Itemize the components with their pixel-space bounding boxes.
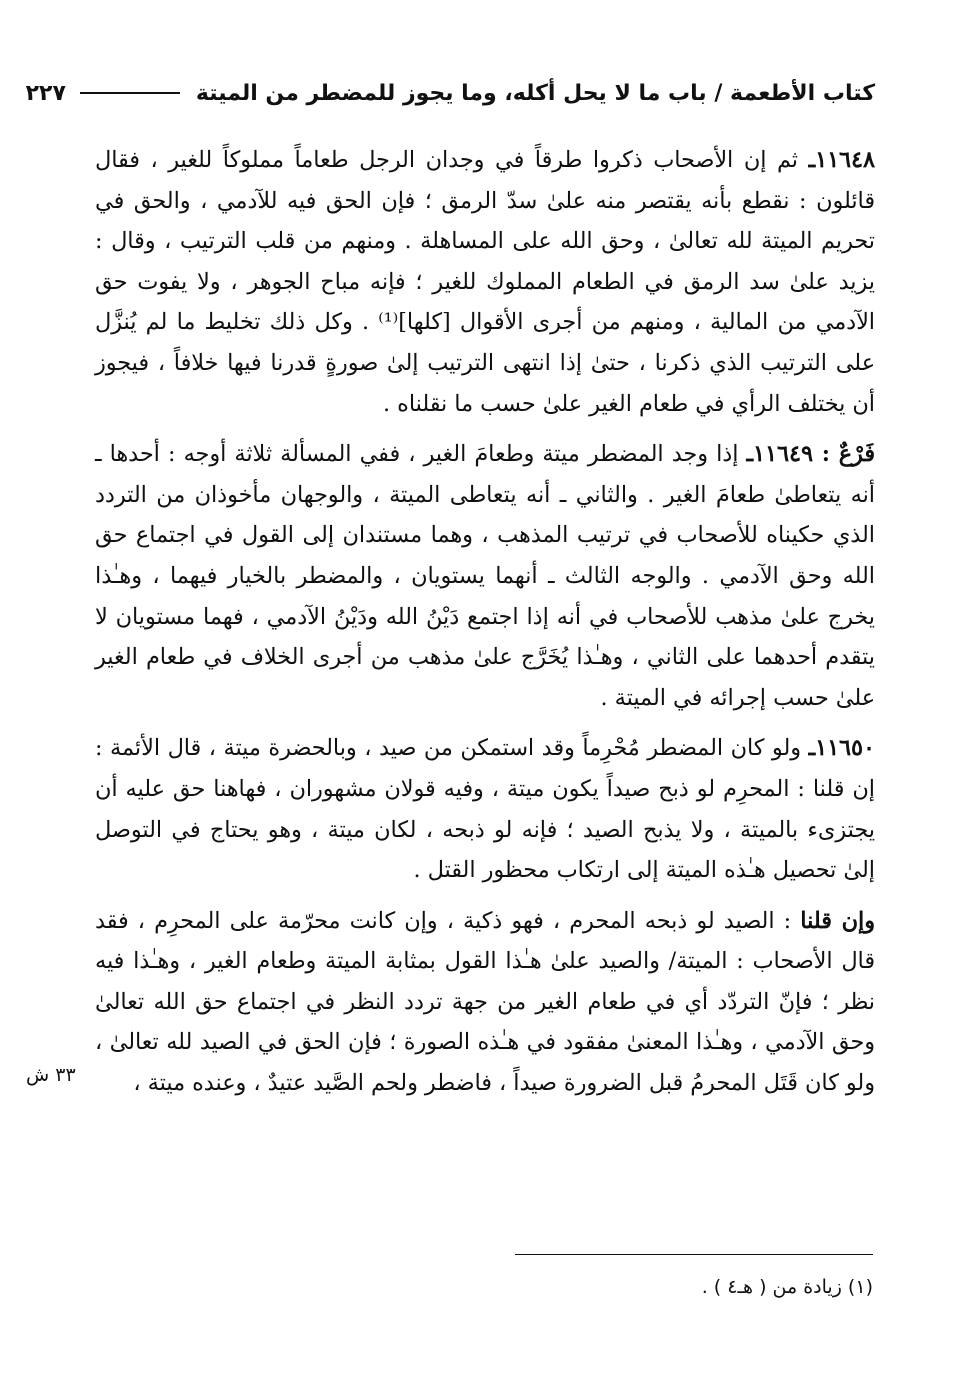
header-title: كتاب الأطعمة / باب ما لا يحل أكله، وما يجوز للمضطر من الميتة: [195, 80, 875, 106]
header-rule: [80, 92, 180, 94]
paragraph-text: إذا وجد المضطر ميتة وطعامَ الغير ، ففي المسألة ثلاثة أوجه : أحدها ـ أنه يتعاطىٰ طعامَ الغير . والثاني ـ أنه يتعاطى الميتة ، والوجهان مأخوذان من التردد الذي حكيناه للأصحاب في ترتيب المذهب ، وهما مستندان إلى القول في اجتماع حق الله وحق الآدمي . والوجه الثالث ـ أنهما يستويان ، والمضطر بالخيار فيهما ، وهـٰذا يخرج علىٰ مذهب للأصحاب في أنه إذا اجتمع دَيْنُ الله ودَيْنُ الآدمي ، فهما مستويان لا يتقدم أحدهما على الثاني ، وهـٰذا يُخَرَّج علىٰ مذهب من أجرى الخلاف في طعام الغير علىٰ حسب إجرائه في الميتة .: [95, 441, 875, 711]
paragraph-11648: [95, 140, 875, 424]
paragraph-lead: وإن قلنا: [800, 907, 875, 934]
footnote: (١) زيادة من ( هـ٤ ) .: [701, 1276, 873, 1298]
paragraph-11650: [95, 728, 875, 890]
paragraph-text: ولو كان المضطر مُحْرِماً وقد استمكن من صيد ، وبالحضرة ميتة ، قال الأئمة : إن قلنا : المحرِم لو ذبح صيداً يكون ميتة ، وفيه قولان مشهوران ، فهاهنا حق عليه أن يجتزىء بالميتة ، ولا يذبح الصيد ؛ فإنه لو ذبحه ، لكان ميتة ، وهو يحتاج في التوصل إلىٰ تحصيل هـٰذه الميتة إلى ارتكاب محظور القتل .: [95, 735, 875, 884]
paragraph-11649: [95, 434, 875, 718]
manuscript-margin-note: ٣٣ ش: [26, 1064, 76, 1086]
paragraph-number: فَرْعٌ : ١١٦٤٩ـ: [746, 441, 875, 468]
paragraph-number: ١١٦٤٨ـ: [808, 147, 875, 173]
page-number: ٢٢٧: [25, 80, 66, 106]
running-header: [25, 68, 875, 118]
main-text: [95, 140, 875, 1114]
paragraph-text: ثم إن الأصحاب ذكروا طرقاً في وجدان الرجل طعاماً مملوكاً للغير ، فقال قائلون : نقطع بأنه يقتصر منه علىٰ سدّ الرمق ؛ فإن الحق فيه للآدمي ، والحق في تحريم الميتة لله تعالىٰ ، وحق الله على المساهلة . ومنهم من قلب الترتيب ، وقال : يزيد علىٰ سد الرمق في الطعام المملوك للغير ؛ فإنه مباح الجوهر ، ولا يفوت حق الآدمي من المالية ، ومنهم من أجرى الأقوال [كلها]⁽¹⁾ . وكل ذلك تخليط ما لم يُنزَّل على الترتيب الذي ذكرنا ، حتىٰ إذا انتهى الترتيب إلىٰ صورةٍ قدرنا فيها خلافاً ، فيجوز أن يختلف الرأي في طعام الغير علىٰ حسب ما نقلناه .: [95, 147, 875, 417]
footnote-rule: [515, 1254, 873, 1255]
paragraph-text: : الصيد لو ذبحه المحرم ، فهو ذكية ، وإن كانت محرّمة على المحرِم ، فقد قال الأصحاب : الميتة/ والصيد علىٰ هـٰذا القول بمثابة الميتة وطعام الغير ، وهـٰذا فيه نظر ؛ فإنّ التردّد أي في طعام الغير من جهة تردد النظر في اجتماع حق الله تعالىٰ وحق الآدمي ، وهـٰذا المعنىٰ مفقود في هـٰذه الصورة ؛ فإن الحق في الصيد لله تعالىٰ ، ولو كان قَتَل المحرمُ قبل الضرورة صيداً ، فاضطر ولحم الصَّيد عتيدٌ ، وعنده ميتة ،: [95, 907, 875, 1097]
paragraph-continuation: [95, 901, 875, 1104]
paragraph-number: ١١٦٥٠ـ: [808, 735, 875, 762]
